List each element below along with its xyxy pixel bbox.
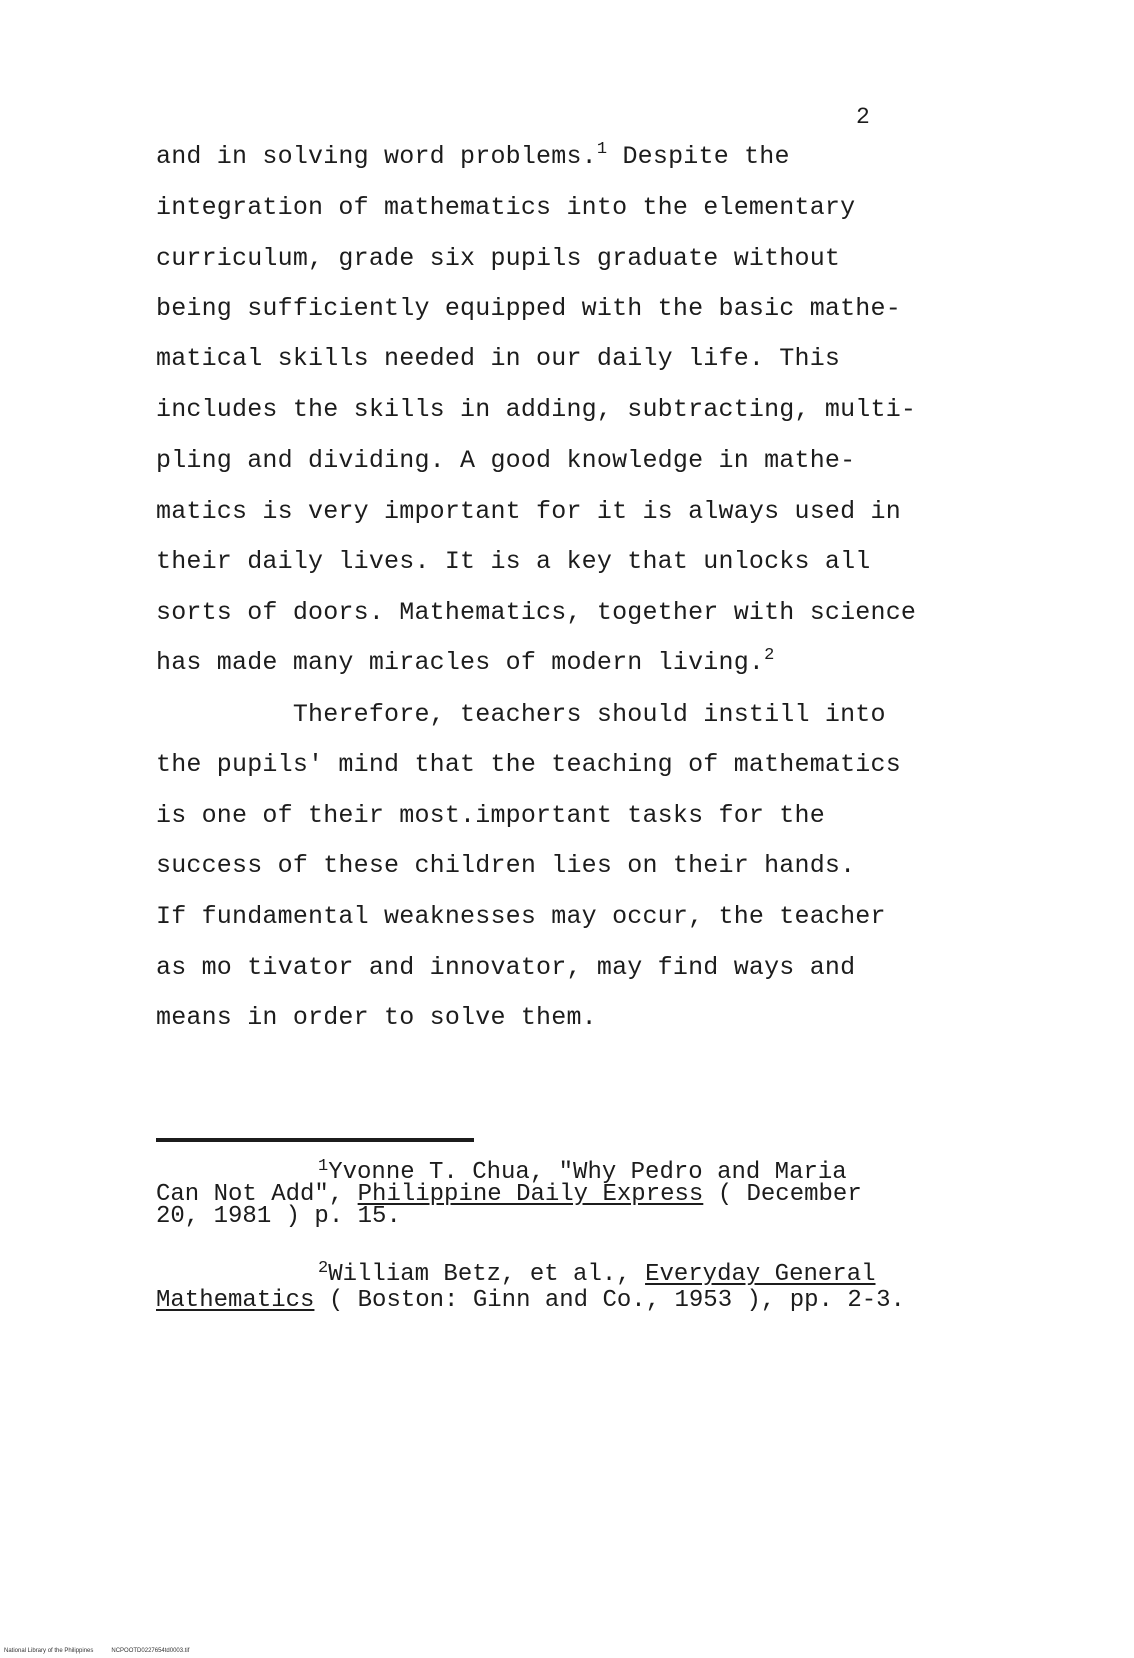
footnote-title: Philippine Daily Express — [357, 1181, 704, 1208]
body-line: their daily lives. It is a key that unlocks all — [156, 547, 871, 576]
footnote-text: Yvonne T. Chua, "Why Pedro and Maria — [328, 1159, 847, 1186]
body-line: matical skills needed in our daily life. This — [156, 344, 841, 373]
body-line: the pupils' mind that the teaching of mathematics — [156, 750, 901, 779]
footnote-title: Mathematics — [156, 1287, 315, 1314]
footnote-ref: 2 — [764, 646, 775, 665]
body-line: is one of their most.important tasks for the — [156, 801, 825, 830]
footnote-title: Everyday General — [645, 1261, 876, 1288]
body-line: curriculum, grade six pupils graduate without — [156, 244, 841, 273]
body-line — [156, 142, 790, 172]
footnote-text: William Betz, et al., — [328, 1261, 646, 1288]
body-line — [156, 648, 775, 678]
footnote-1-line-3: 20, 1981 ) p. 15. — [156, 1203, 401, 1230]
page-number: 2 — [856, 104, 870, 130]
body-text: and in solving word problems. — [156, 142, 597, 171]
footnote-2-line-1 — [318, 1259, 876, 1288]
body-line: If fundamental weaknesses may occur, the teacher — [156, 902, 886, 931]
body-line: means in order to solve them. — [156, 1003, 597, 1032]
scan-footer — [4, 1648, 207, 1654]
footnote-text: ( Boston: Ginn and Co., 1953 ), pp. 2-3. — [314, 1287, 905, 1314]
body-line: being sufficiently equipped with the basic mathe- — [156, 294, 901, 323]
footnote-text: ( December — [703, 1181, 862, 1208]
body-line: integration of mathematics into the elementary — [156, 193, 856, 222]
footnote-separator — [156, 1138, 474, 1142]
body-line: pling and dividing. A good knowledge in mathe- — [156, 446, 856, 475]
body-line: as mo tivator and innovator, may find ways and — [156, 953, 856, 982]
footer-file-id: NCPOOTD0227654td0003.tif — [111, 1648, 190, 1654]
body-line: success of these children lies on their hands. — [156, 851, 856, 880]
body-line: includes the skills in adding, subtracting, multi- — [156, 395, 917, 424]
footnote-marker: 1 — [318, 1157, 329, 1176]
footnote-2-line-2 — [156, 1287, 905, 1314]
body-line: matics is very important for it is always used in — [156, 497, 901, 526]
body-line: sorts of doors. Mathematics, together with science — [156, 598, 917, 627]
body-text: Despite the — [607, 142, 790, 171]
body-text: has made many miracles of modern living. — [156, 648, 765, 677]
body-line: Therefore, teachers should instill into — [156, 700, 886, 729]
footnote-marker: 2 — [318, 1259, 329, 1278]
footnote-ref: 1 — [596, 140, 608, 159]
footnote-text: Can Not Add", — [156, 1181, 358, 1208]
footer-library: National Library of the Philippines — [4, 1648, 94, 1654]
